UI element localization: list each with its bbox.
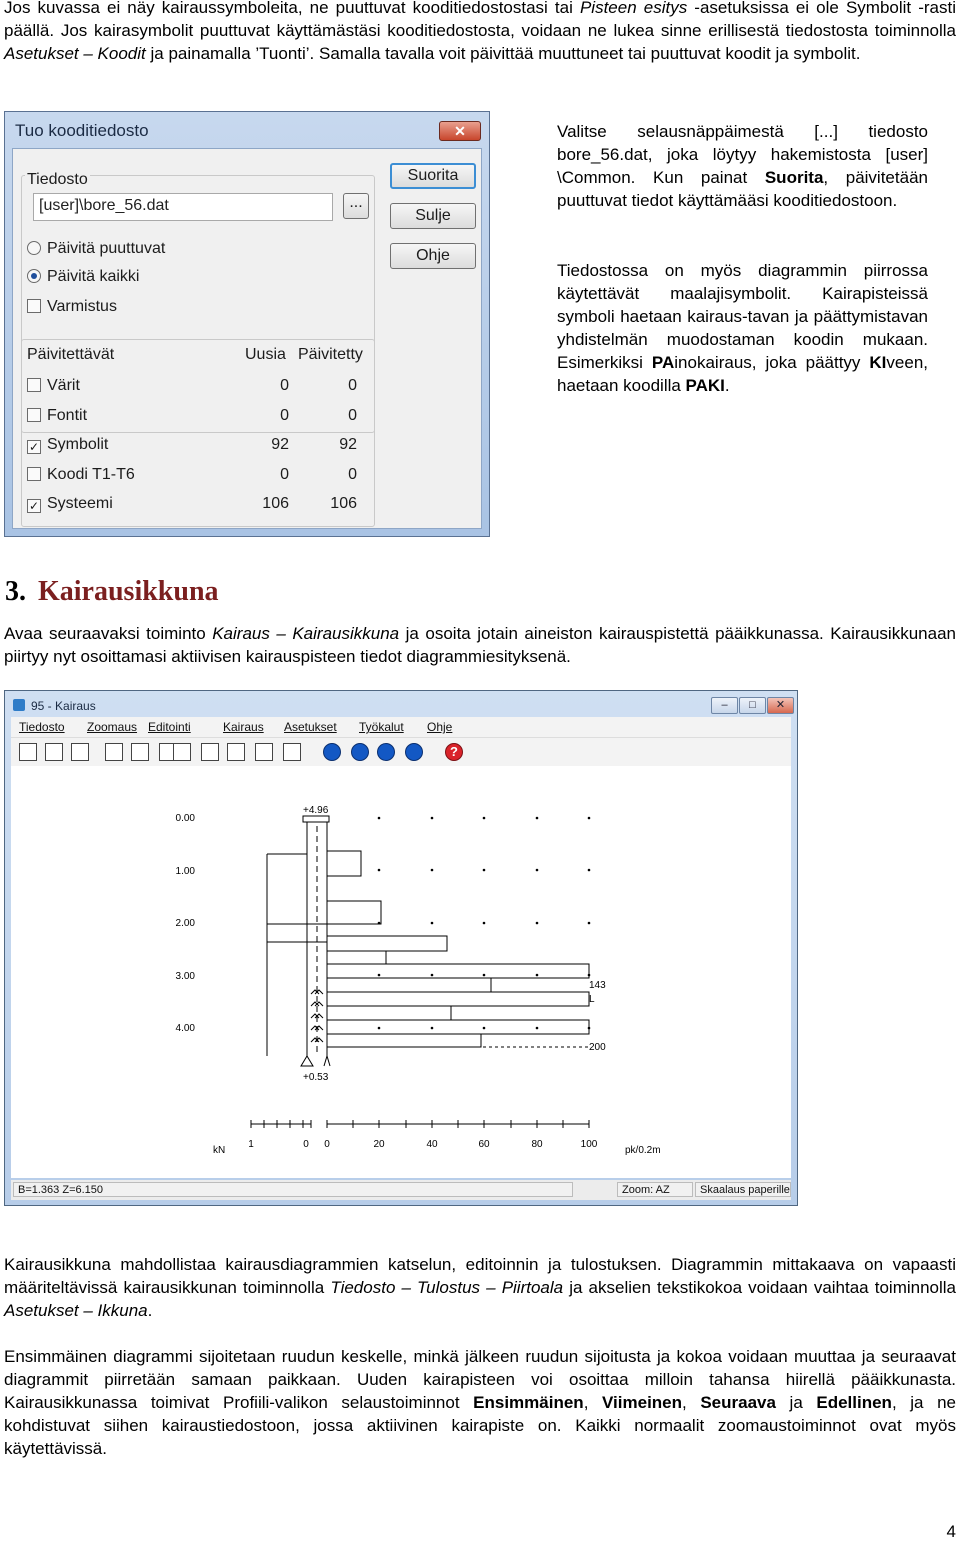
settings-icon[interactable] [131, 743, 149, 761]
row-label: Värit [47, 377, 80, 394]
grid-dot [378, 869, 381, 872]
grid-dot [431, 817, 434, 820]
menu-item[interactable]: Kairaus [223, 720, 264, 734]
update-missing-radio[interactable] [27, 239, 165, 259]
row-updated-count: 0 [348, 465, 357, 483]
import-code-file-dialog [4, 111, 490, 537]
grid-dot [483, 1027, 486, 1030]
axis-tick-label: 1 [248, 1139, 254, 1150]
section-title: Kairausikkuna [38, 576, 219, 607]
borehole-diagram[interactable] [11, 766, 791, 1178]
update-group-title: Päivitettävät [27, 346, 115, 363]
update-row[interactable] [27, 495, 471, 515]
section3-paragraph: Avaa seuraavaksi toiminto Kairaus – Kairausikkuna ja osoita jotain aineiston kairauspistettä pääikkunassa. Kairausikkunaan piirtyy nyt osoittamasi aktiivisen kairauspisteen tiedot diagrammiesityksenä. [4, 624, 956, 666]
right-label: L [589, 994, 595, 1005]
borehole-profile [251, 816, 589, 1128]
grid-dot [588, 869, 591, 872]
grid-dot [536, 922, 539, 925]
borehole-window [4, 690, 798, 1206]
menu-bar [11, 717, 791, 737]
file-path-input[interactable]: [user]\bore_56.dat [33, 193, 333, 221]
backup-label: Varmistus [47, 298, 117, 315]
grid-dot [483, 974, 486, 977]
checkbox-icon [27, 408, 41, 422]
section-number: 3. [5, 576, 26, 607]
grid-dot [536, 1027, 539, 1030]
dialog-title: Tuo kooditiedosto [15, 121, 149, 140]
last-icon[interactable] [405, 743, 423, 761]
help-button[interactable]: Ohje [390, 243, 476, 269]
next-icon[interactable] [377, 743, 395, 761]
print-icon[interactable] [19, 743, 37, 761]
zoom-in-icon[interactable] [255, 743, 273, 761]
update-missing-label: Päivitä puuttuvat [47, 240, 166, 257]
section-heading [5, 576, 219, 608]
file-group-title: Tiedosto [27, 171, 88, 188]
row-new-count: 92 [271, 436, 289, 453]
axis-tick-label: 80 [531, 1139, 543, 1150]
bottom-elevation-label: +0.53 [303, 1072, 329, 1083]
radio-selected-icon [27, 269, 41, 283]
grid-dot [431, 869, 434, 872]
scale-icon[interactable] [45, 743, 63, 761]
grid-dots [378, 817, 591, 1030]
top-elevation-label: +4.96 [303, 805, 329, 816]
col-updated-header: Päivitetty [298, 346, 363, 363]
status-bar [11, 1180, 791, 1200]
update-row[interactable] [27, 466, 471, 486]
app-icon [13, 699, 25, 711]
grid-dot [536, 817, 539, 820]
update-row[interactable] [27, 436, 471, 456]
axis-tick-label: 20 [373, 1139, 385, 1150]
window-title: 95 - Kairaus [31, 699, 96, 713]
grid-dot [536, 869, 539, 872]
grid-dot [483, 869, 486, 872]
row-new-count: 0 [280, 377, 289, 394]
back-icon[interactable] [227, 743, 245, 761]
table-icon[interactable] [105, 743, 123, 761]
close-button-window[interactable]: ✕ [767, 697, 794, 714]
run-button[interactable]: Suorita [390, 163, 476, 189]
close-icon[interactable]: ✕ [439, 121, 481, 141]
row-updated-count: 0 [348, 406, 357, 424]
axis-tick-label: 40 [426, 1139, 438, 1150]
update-row[interactable] [27, 377, 471, 397]
pan-icon[interactable] [201, 743, 219, 761]
depth-label: 2.00 [175, 918, 195, 929]
status-zoom: Zoom: AZ [617, 1182, 693, 1197]
toolbar [11, 737, 791, 767]
menu-item[interactable]: Editointi [148, 720, 191, 734]
close-button[interactable]: Sulje [390, 203, 476, 229]
intro-paragraph: Jos kuvassa ei näy kairaussymboleita, ne puuttuvat kooditiedostostasi tai Pisteen esitys -asetuksissa ei ole Symbolit -rasti päällä. Jos kairasymbolit puuttuvat käyttämästäsi kooditiedostosta, voidaan ne lukea sinne erillisestä tiedostosta toiminnolla Asetukset – Koodit ja painamalla ’Tuonti’. Samalla tavalla voit päivittää muuttuneet tai puuttuvat koodit ja symbolit. [4, 0, 956, 63]
radio-icon [27, 241, 41, 255]
col-new-header: Uusia [245, 346, 286, 363]
right-label: 143 [589, 980, 606, 991]
depth-label: 4.00 [175, 1023, 195, 1034]
grid-dot [378, 817, 381, 820]
menu-item[interactable]: Zoomaus [87, 720, 138, 734]
axis-tick-label: 0 [303, 1139, 309, 1150]
grid-dot [378, 1027, 381, 1030]
row-updated-count: 106 [330, 495, 357, 512]
checkbox-checked-icon: ✓ [28, 440, 40, 454]
edit-icon[interactable] [71, 743, 89, 761]
side-paragraph-2: Tiedostossa on myös diagrammin piirrossa käytettävät maalajisymbolit. Kairapisteissä symboli haetaan kairaus-tavan ja päättymistavan yhdistelmän muodostaman koodin mukaan. Esimerkiksi PAinokairaus, joka päättyy KIveen, haetaan koodilla PAKI. [557, 261, 928, 395]
right-label: 200 [589, 1042, 606, 1053]
checkbox-icon [27, 467, 41, 481]
depth-label: 1.00 [175, 866, 195, 877]
page-number: 4 [946, 1522, 956, 1541]
row-label: Systeemi [47, 495, 113, 512]
grid-dot [378, 974, 381, 977]
row-new-count: 0 [280, 465, 289, 483]
checkbox-icon [27, 299, 41, 313]
side-paragraph-1: Valitse selausnäppäimestä [...] tiedosto bore_56.dat, joka löytyy hakemistosta [user] \Common. Kun painat Suorita, päivitetään puuttuvat tiedot käyttämääsi kooditiedostoon. [557, 122, 928, 210]
grid-dot [483, 922, 486, 925]
maximize-button[interactable]: □ [739, 697, 766, 714]
menu-item[interactable]: Tiedosto [19, 720, 65, 734]
axis-unit: kN [213, 1145, 226, 1156]
grid-dot [588, 922, 591, 925]
axis-tick-label: 0 [324, 1139, 330, 1150]
row-label: Fontit [47, 406, 88, 424]
grid-dot [536, 974, 539, 977]
menu-item[interactable]: Ohje [427, 720, 453, 734]
backup-checkbox[interactable] [27, 297, 117, 317]
minimize-button[interactable]: – [711, 697, 738, 714]
grid-dot [588, 817, 591, 820]
row-updated-count: 92 [339, 436, 357, 453]
dialog-body [12, 148, 482, 529]
update-all-label: Päivitä kaikki [47, 268, 140, 285]
browse-button[interactable]: ... [343, 193, 369, 219]
axis-tick-label: 100 [580, 1139, 598, 1150]
after-paragraph-1: Kairausikkuna mahdollistaa kairausdiagrammien katselun, editoinnin ja tulostuksen. Diagrammin mittakaava on vapaasti määriteltävissä kairausikkunan toiminnolla Tiedosto – Tulostus – Piirtoala ja akselien tekstikokoa voidaan vaihtaa toiminnolla Asetukset – Ikkuna. [4, 1255, 957, 1320]
help-icon[interactable]: ? [445, 743, 463, 761]
update-all-radio[interactable] [27, 267, 139, 287]
row-updated-count: 0 [348, 377, 357, 394]
grid-dot [431, 1027, 434, 1030]
grid-dot [483, 817, 486, 820]
row-label: Koodi T1-T6 [47, 465, 135, 483]
axis-tick-label: 60 [478, 1139, 490, 1150]
depth-label: 0.00 [175, 813, 195, 824]
checkbox-icon [27, 378, 41, 392]
row-label: Symbolit [47, 436, 109, 453]
first-icon[interactable] [323, 743, 341, 761]
fit-icon[interactable] [173, 743, 191, 761]
after-paragraph-2: Ensimmäinen diagrammi sijoitetaan ruudun keskelle, minkä jälkeen ruudun sijoitusta ja kokoa voidaan muuttaa ja seuraavat diagrammit piirretään samaan paikkaan. Uuden kairapisteen voi osoittaa milloin tahansa hiirellä pääikkunasta. Kairausikkunassa toimivat Profiili-valikon selaustoiminnot Ensimmäinen, Viimeinen, Seuraava ja Edellinen, ja ne kohdistuvat siihen kairaustiedostoon, jossa aktiivinen kairapiste on. Kaikki normaalit zoomaustoiminnot ovat myös käytettävissä. [4, 1347, 956, 1458]
status-coordinates: B=1.363 Z=6.150 [13, 1182, 573, 1197]
zoom-out-icon[interactable] [283, 743, 301, 761]
previous-icon[interactable] [351, 743, 369, 761]
update-row[interactable] [27, 407, 471, 427]
row-new-count: 106 [262, 495, 289, 512]
grid-dot [431, 974, 434, 977]
axis-right-label: pk/0.2m [625, 1145, 661, 1156]
row-new-count: 0 [280, 406, 289, 424]
menu-item[interactable]: Asetukset [284, 720, 337, 734]
grid-dot [431, 922, 434, 925]
checkbox-checked-icon: ✓ [28, 499, 40, 513]
menu-item[interactable]: Työkalut [359, 720, 404, 734]
status-scale: Skaalaus paperille [695, 1182, 791, 1197]
depth-label: 3.00 [175, 971, 195, 982]
